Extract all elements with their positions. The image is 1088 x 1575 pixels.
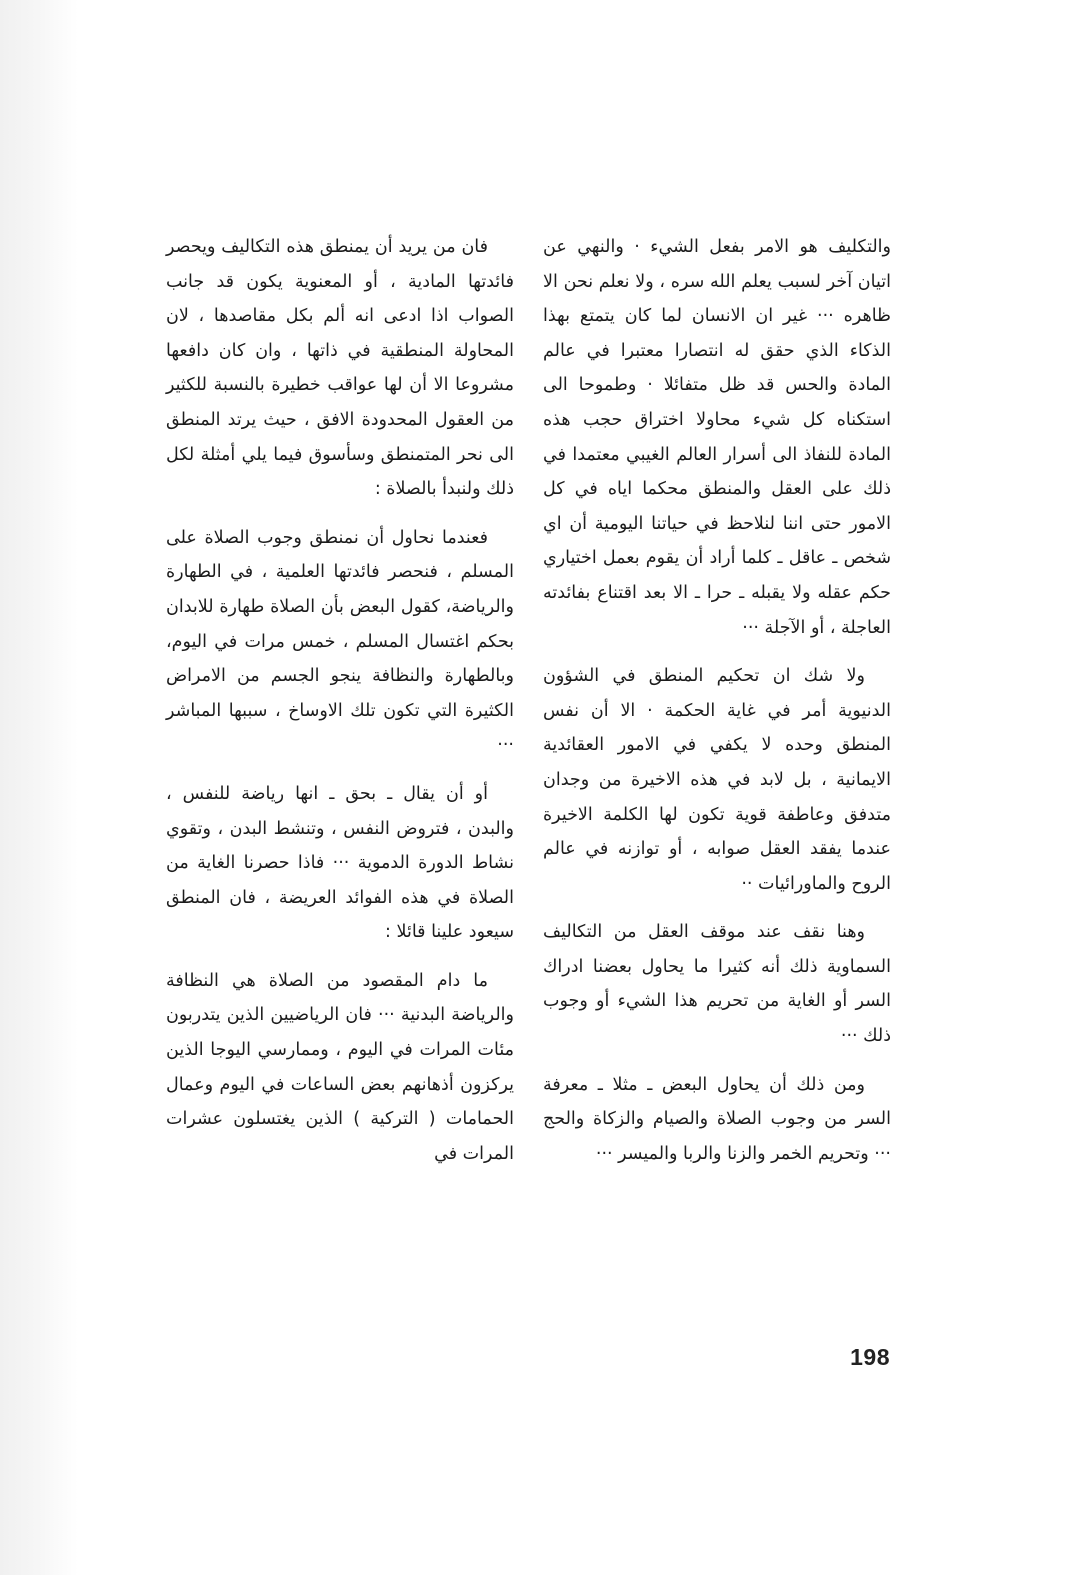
- paragraph: فان من يريد أن يمنطق هذه التكاليف ويحصر فائدتها المادية ، أو المعنوية يكون قد جانب الصواب اذا ادعى انه ألم بكل مقاصدها ، لان المحاولة المنطقية في ذاتها ، وان كان دافعها مشروعا الا أن لها عواقب خطيرة بالنسبة للكثير من العقول المحدودة الافق ، حيث يرتد المنطق الى نحر المتمنطق وسأسوق فيما يلي أمثلة لكل ذلك ولنبدأ بالصلاة :: [166, 237, 514, 500]
- paragraph: ما دام المقصود من الصلاة هي النظافة والرياضة البدنية ··· فان الرياضيين الذين يتدربون مئات المرات في اليوم ، وممارسي اليوجا الذين يركزون أذهانهم بعض الساعات في اليوم وعمال الحمامات ( التركية ) الذين يغتسلون عشرات المرات في: [166, 970, 514, 1164]
- page-number: 198: [850, 1344, 890, 1370]
- page-gutter-shadow: [0, 0, 78, 1575]
- paragraph: ولا شك ان تحكيم المنطق في الشؤون الدنيوية أمر في غاية الحكمة · الا أن نفس المنطق وحده لا يكفي في الامور العقائدية الايمانية ، بل لابد في هذه الاخيرة من وجدان متدفق وعاطفة قوية تكون لها الكلمة الاخيرة عندما يفقد العقل صوابه ، أو توازنه في عالم الروح والماورائيات ··: [543, 666, 891, 894]
- paragraph: فعندما نحاول أن نمنطق وجوب الصلاة على المسلم ، فنحصر فائدتها العلمية ، في الطهارة والرياضة، كقول البعض بأن الصلاة طهارة للابدان بحكم اغتسال المسلم ، خمس مرات في اليوم، وبالطهارة والنظافة ينجو الجسم من الامراض الكثيرة التي تكون تلك الاوساخ ، سببها المباشر ···: [166, 527, 514, 756]
- paragraph: وهنا نقف عند موقف العقل من التكاليف السماوية ذلك أنه كثيرا ما يحاول بعضنا ادراك السر أو الغاية من تحريم هذا الشيء أو وجوب ذلك ···: [543, 922, 891, 1047]
- paragraph: والتكليف هو الامر بفعل الشيء · والنهي عن اتيان آخر لسبب يعلم الله سره ، ولا نعلم نحن الا ظاهره ··· غير ان الانسان لما كان يتمتع بهذا الذكاء الذي حقق له انتصارا معتبرا في عالم المادة والحس قد ظل متفائلا · وطموحا الى استكناه كل شيء محاولا اختراق حجب هذه المادة للنفاذ الى أسرار العالم الغيبي معتمدا في ذلك على العقل والمنطق محكما اياه في كل الامور حتى اننا لنلاحظ في حياتنا اليومية أن اي شخص ـ عاقل ـ كلما أراد أن يقوم بعمل اختياري حكم عقله ولا يقبله ـ حرا ـ الا بعد اقتناع بفائدته العاجلة ، أو الآجلة ···: [543, 237, 891, 638]
- right-text-column: [543, 230, 891, 1189]
- paragraph: ومن ذلك أن يحاول البعض ـ مثلا ـ معرفة السر من وجوب الصلاة والصيام والزكاة والحج ··· وتحريم الخمر والزنا والربا والميسر ···: [543, 1074, 891, 1164]
- paragraph: أو أن يقال ـ بحق ـ انها رياضة للنفس ، والبدن ، فتروض النفس ، وتنشط البدن ، وتقوي نشاط الدورة الدموية ··· فاذا حصرنا الغاية من الصلاة في هذه الفوائد العريضة ، فان المنطق سيعود علينا قائلا :: [166, 783, 514, 943]
- left-text-column: [166, 230, 514, 1189]
